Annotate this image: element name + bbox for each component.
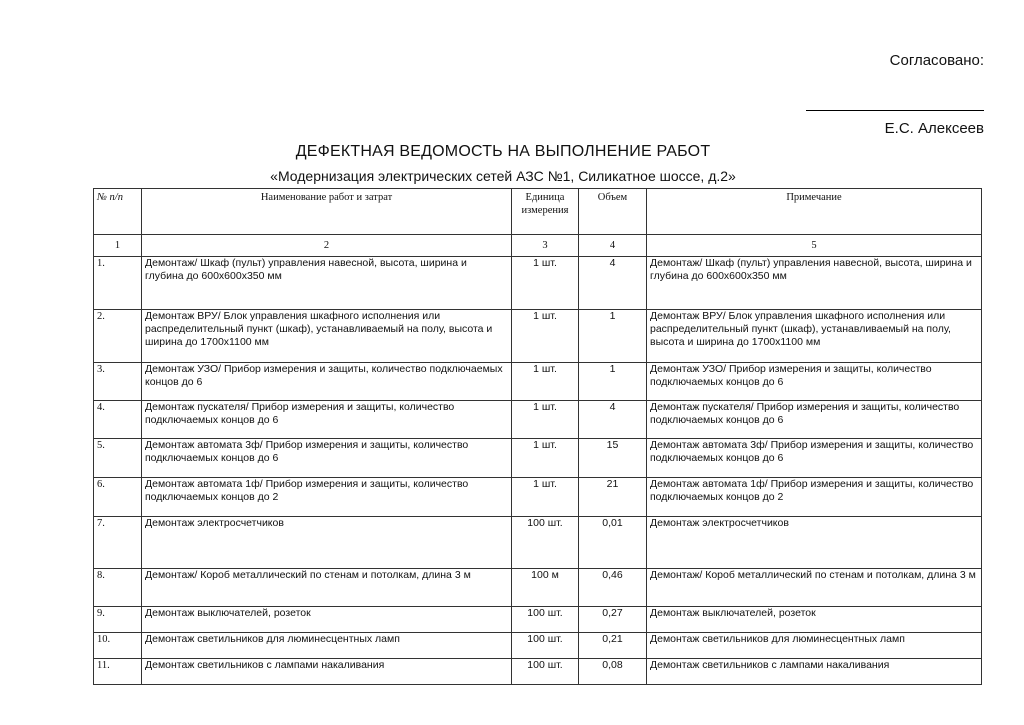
table-row (94, 633, 982, 659)
quantity-cell: 0,21 (579, 633, 647, 659)
quantity-cell: 15 (579, 439, 647, 478)
unit-cell: 100 шт. (512, 659, 579, 685)
work-description: Демонтаж выключателей, розеток (142, 607, 512, 633)
unit-cell: 1 шт. (512, 363, 579, 401)
work-description: Демонтаж светильников с лампами накаливания (142, 659, 512, 685)
unit-cell: 100 шт. (512, 633, 579, 659)
note-cell: Демонтаж выключателей, розеток (647, 607, 982, 633)
quantity-cell: 0,01 (579, 517, 647, 569)
note-cell: Демонтаж электросчетчиков (647, 517, 982, 569)
column-header-number: № п/п (94, 189, 142, 235)
work-description: Демонтаж светильников для люминесцентных ламп (142, 633, 512, 659)
work-description: Демонтаж электросчетчиков (142, 517, 512, 569)
unit-cell: 1 шт. (512, 401, 579, 439)
column-header-qty: Объем (579, 189, 647, 235)
row-number: 2. (94, 310, 142, 363)
column-number: 5 (647, 235, 982, 257)
row-number: 1. (94, 257, 142, 310)
signer-name: Е.С. Алексеев (884, 120, 984, 137)
column-header-note: Примечание (647, 189, 982, 235)
note-cell: Демонтаж ВРУ/ Блок управления шкафного исполнения или распределительный пункт (шкаф), устанавливаемый на полу, высота и ширина до 1700х1100 мм (647, 310, 982, 363)
work-description: Демонтаж УЗО/ Прибор измерения и защиты, количество подключаемых концов до 6 (142, 363, 512, 401)
quantity-cell: 4 (579, 401, 647, 439)
row-number: 4. (94, 401, 142, 439)
approval-label: Согласовано: (889, 52, 984, 69)
unit-cell: 1 шт. (512, 478, 579, 517)
row-number: 3. (94, 363, 142, 401)
unit-cell: 1 шт. (512, 439, 579, 478)
column-number-row (94, 235, 982, 257)
note-cell: Демонтаж УЗО/ Прибор измерения и защиты, количество подключаемых концов до 6 (647, 363, 982, 401)
row-number: 9. (94, 607, 142, 633)
table-row (94, 517, 982, 569)
table-row (94, 569, 982, 607)
table-row (94, 310, 982, 363)
row-number: 10. (94, 633, 142, 659)
quantity-cell: 0,46 (579, 569, 647, 607)
document-subtitle: «Модернизация электрических сетей АЗС №1, Силикатное шоссе, д.2» (270, 168, 736, 184)
unit-cell: 1 шт. (512, 257, 579, 310)
work-description: Демонтаж/ Шкаф (пульт) управления навесной, высота, ширина и глубина до 600х600х350 мм (142, 257, 512, 310)
quantity-cell: 0,27 (579, 607, 647, 633)
note-cell: Демонтаж пускателя/ Прибор измерения и защиты, количество подключаемых концов до 6 (647, 401, 982, 439)
note-cell: Демонтаж/ Шкаф (пульт) управления навесной, высота, ширина и глубина до 600х600х350 мм (647, 257, 982, 310)
note-cell: Демонтаж светильников с лампами накаливания (647, 659, 982, 685)
quantity-cell: 4 (579, 257, 647, 310)
column-number: 4 (579, 235, 647, 257)
column-number: 3 (512, 235, 579, 257)
unit-cell: 1 шт. (512, 310, 579, 363)
quantity-cell: 0,08 (579, 659, 647, 685)
work-description: Демонтаж автомата 1ф/ Прибор измерения и защиты, количество подключаемых концов до 2 (142, 478, 512, 517)
note-cell: Демонтаж автомата 1ф/ Прибор измерения и защиты, количество подключаемых концов до 2 (647, 478, 982, 517)
quantity-cell: 21 (579, 478, 647, 517)
table-row (94, 659, 982, 685)
row-number: 8. (94, 569, 142, 607)
work-description: Демонтаж автомата 3ф/ Прибор измерения и защиты, количество подключаемых концов до 6 (142, 439, 512, 478)
quantity-cell: 1 (579, 363, 647, 401)
table-row (94, 401, 982, 439)
column-header-work: Наименование работ и затрат (142, 189, 512, 235)
unit-cell: 100 шт. (512, 517, 579, 569)
table-row (94, 363, 982, 401)
unit-cell: 100 м (512, 569, 579, 607)
document-title: ДЕФЕКТНАЯ ВЕДОМОСТЬ НА ВЫПОЛНЕНИЕ РАБОТ (295, 143, 711, 160)
table-row (94, 439, 982, 478)
column-header-unit: Единица измерения (512, 189, 579, 235)
table-row (94, 478, 982, 517)
row-number: 11. (94, 659, 142, 685)
work-description: Демонтаж ВРУ/ Блок управления шкафного исполнения или распределительный пункт (шкаф), устанавливаемый на полу, высота и ширина до 1700х1100 мм (142, 310, 512, 363)
note-cell: Демонтаж светильников для люминесцентных ламп (647, 633, 982, 659)
defect-table (93, 188, 982, 685)
table-row (94, 607, 982, 633)
signature-line (806, 110, 984, 111)
work-description: Демонтаж/ Короб металлический по стенам и потолкам, длина 3 м (142, 569, 512, 607)
unit-cell: 100 шт. (512, 607, 579, 633)
column-number: 1 (94, 235, 142, 257)
quantity-cell: 1 (579, 310, 647, 363)
row-number: 5. (94, 439, 142, 478)
row-number: 6. (94, 478, 142, 517)
note-cell: Демонтаж/ Короб металлический по стенам и потолкам, длина 3 м (647, 569, 982, 607)
table-header-row (94, 189, 982, 235)
column-number: 2 (142, 235, 512, 257)
note-cell: Демонтаж автомата 3ф/ Прибор измерения и защиты, количество подключаемых концов до 6 (647, 439, 982, 478)
work-description: Демонтаж пускателя/ Прибор измерения и защиты, количество подключаемых концов до 6 (142, 401, 512, 439)
row-number: 7. (94, 517, 142, 569)
table-row (94, 257, 982, 310)
